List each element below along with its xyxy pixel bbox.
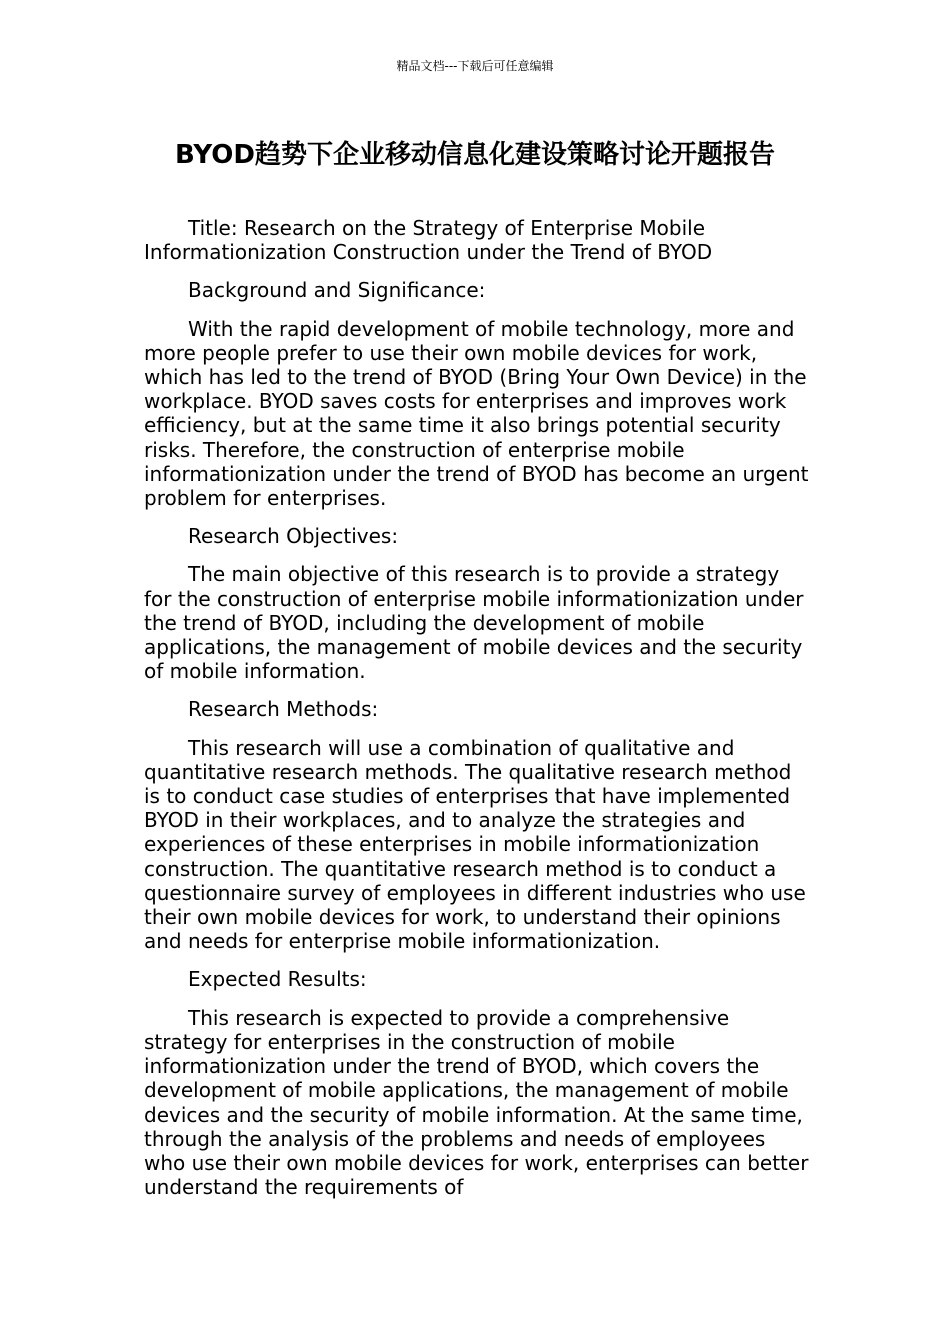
heading-objectives: Research Objectives: — [188, 524, 399, 549]
heading-methods: Research Methods: — [188, 697, 379, 722]
page-header-note: 精品文档---下载后可任意编辑 — [396, 59, 554, 73]
heading-expected-results: Expected Results: — [188, 967, 367, 992]
paragraph-objectives: The main objective of this research is to provide a strategy for the construction of enterprise mobile informationization under the trend of BYOD, including the development of mobile applications, the management of mobile devices and the security of mobile information. — [144, 562, 804, 684]
paragraph-expected-results: This research is expected to provide a comprehensive strategy for enterprises in the construction of mobile informationization under the trend of BYOD, which covers the development of mobile applications, the management of mobile devices and the security of mobile information. At the same time, through the analysis of the problems and needs of employees who use their own mobile devices for work, enterprises can better understand the requirements of — [144, 1005, 809, 1200]
paragraph-methods: This research will use a combination of qualitative and quantitative research methods. The qualitative research method is to conduct case studies of enterprises that have implemented BYOD in their workplaces, and to analyze the strategies and experiences of these enterprises in mobile informationization construction. The quantitative research method is to conduct a questionnaire survey of employees in different industries who use their own mobile devices for work, to understand their opinions and needs for enterprise mobile informationization. — [144, 735, 806, 954]
document-title: BYOD趋势下企业移动信息化建设策略讨论开题报告 — [175, 140, 775, 170]
heading-background: Background and Significance: — [188, 278, 486, 303]
paragraph-title-line: Title: Research on the Strategy of Enterprise Mobile Informationization Construction under the Trend of BYOD — [144, 216, 713, 265]
document-body — [144, 216, 810, 1213]
paragraph-background: With the rapid development of mobile technology, more and more people prefer to use their own mobile devices for work, which has led to the trend of BYOD (Bring Your Own Device) in the workplace. BYOD saves costs for enterprises and improves work efficiency, but at the same time it also brings potential security risks. Therefore, the construction of enterprise mobile informationization under the trend of BYOD has become an urgent problem for enterprises. — [144, 316, 809, 511]
